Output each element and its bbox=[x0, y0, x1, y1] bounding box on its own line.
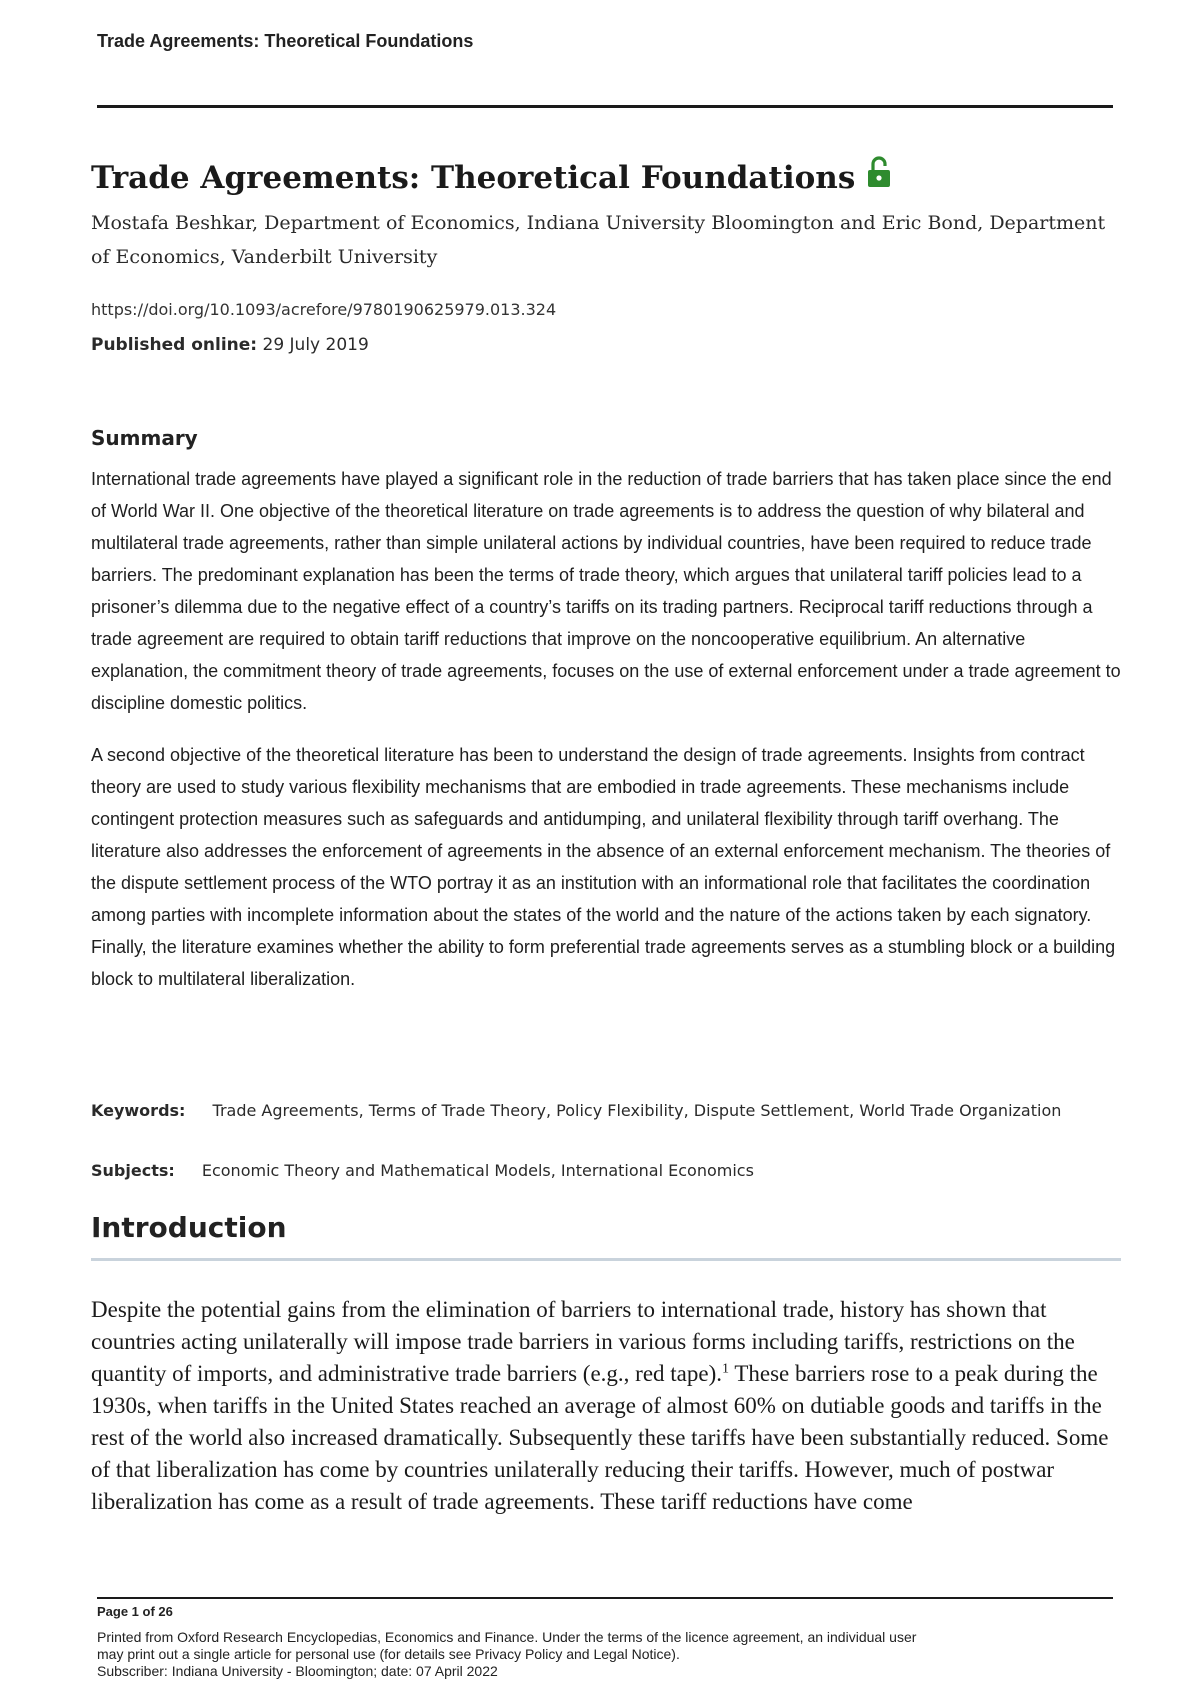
running-header-title: Trade Agreements: Theoretical Foundations bbox=[97, 31, 474, 51]
subscriber-line: Subscriber: Indiana University - Bloomington; date: 07 April 2022 bbox=[97, 1663, 498, 1679]
header-divider bbox=[97, 105, 1113, 108]
keywords-value: Trade Agreements, Terms of Trade Theory, Policy Flexibility, Dispute Settlement, World Trade Organization bbox=[212, 1101, 1062, 1120]
footer-divider bbox=[97, 1597, 1113, 1599]
subjects-row bbox=[91, 1161, 754, 1180]
intro-text-part-2: These barriers rose to a peak during the 1930s, when tariffs in the United States reached an average of almost 60% on dutiable goods and tariffs in the rest of the world also increased dramatically. Subsequently these tariffs have been substantially reduced. Some of that liberalization has come by countries unilaterally reducing their tariffs. However, much of postwar liberalization has come as a result of trade agreements. These tariff reductions have come bbox=[91, 1361, 1109, 1514]
subjects-label: Subjects: bbox=[91, 1161, 175, 1180]
print-notice-line-1: Printed from Oxford Research Encyclopedias, Economics and Finance. Under the terms of the licence agreement, an individual user bbox=[97, 1629, 917, 1645]
summary-heading: Summary bbox=[91, 426, 198, 450]
published-label: Published online: bbox=[91, 335, 258, 355]
summary-body bbox=[91, 463, 1121, 1015]
footnote-reference[interactable]: 1 bbox=[722, 1361, 730, 1377]
open-lock-icon bbox=[867, 156, 891, 188]
subjects-value: Economic Theory and Mathematical Models, International Economics bbox=[201, 1161, 754, 1180]
print-notice-line-2: may print out a single article for personal use (for details see Privacy Policy and Legal Notice). bbox=[97, 1646, 680, 1662]
keywords-row bbox=[91, 1101, 1061, 1120]
intro-text-part-1: Despite the potential gains from the elimination of barriers to international trade, history has shown that countries acting unilaterally will impose trade barriers in various forms including tariffs, restrictions on the quantity of imports, and administrative trade barriers (e.g., red tape). bbox=[91, 1297, 1075, 1386]
print-notice bbox=[97, 1629, 1127, 1680]
keywords-label: Keywords: bbox=[91, 1101, 186, 1120]
introduction-heading: Introduction bbox=[91, 1211, 287, 1244]
article-title bbox=[91, 160, 891, 196]
doi-link[interactable]: https://doi.org/10.1093/acrefore/9780190625979.013.324 bbox=[91, 300, 557, 319]
article-authors: Mostafa Beshkar, Department of Economics, Indiana University Bloomington and Eric Bond, Department of Economics, Vanderbilt University bbox=[91, 212, 1106, 268]
introduction-paragraph bbox=[91, 1294, 1126, 1518]
summary-paragraph: International trade agreements have played a significant role in the reduction of trade barriers that has taken place since the end of World War II. One objective of the theoretical literature on trade agreements is to address the question of why bilateral and multilateral trade agreements, rather than simple unilateral actions by individual countries, have been required to reduce trade barriers. The predominant explanation has been the terms of trade theory, which argues that unilateral tariff policies lead to a prisoner’s dilemma due to the negative effect of a country’s tariffs on its trading partners. Reciprocal tariff reductions through a trade agreement are required to obtain tariff reductions that improve on the noncooperative equilibrium. An alternative explanation, the commitment theory of trade agreements, focuses on the use of external enforcement under a trade agreement to discipline domestic politics. bbox=[91, 469, 1121, 713]
article-title-text: Trade Agreements: Theoretical Foundations bbox=[91, 160, 856, 196]
summary-paragraph: A second objective of the theoretical literature has been to understand the design of trade agreements. Insights from contract theory are used to study various flexibility mechanisms that are embodied in trade agreements. These mechanisms include contingent protection measures such as safeguards and antidumping, and unilateral flexibility through tariff overhang. The literature also addresses the enforcement of agreements in the absence of an external enforcement mechanism. The theories of the dispute settlement process of the WTO portray it as an institution with an informational role that facilitates the coordination among parties with incomplete information about the states of the world and the nature of the actions taken by each signatory. Finally, the literature examines whether the ability to form preferential trade agreements serves as a stumbling block or a building block to multilateral liberalization. bbox=[91, 745, 1116, 989]
introduction-divider bbox=[91, 1258, 1121, 1261]
published-online bbox=[91, 335, 369, 355]
page-number: Page 1 of 26 bbox=[97, 1604, 173, 1619]
published-date: 29 July 2019 bbox=[262, 335, 369, 355]
